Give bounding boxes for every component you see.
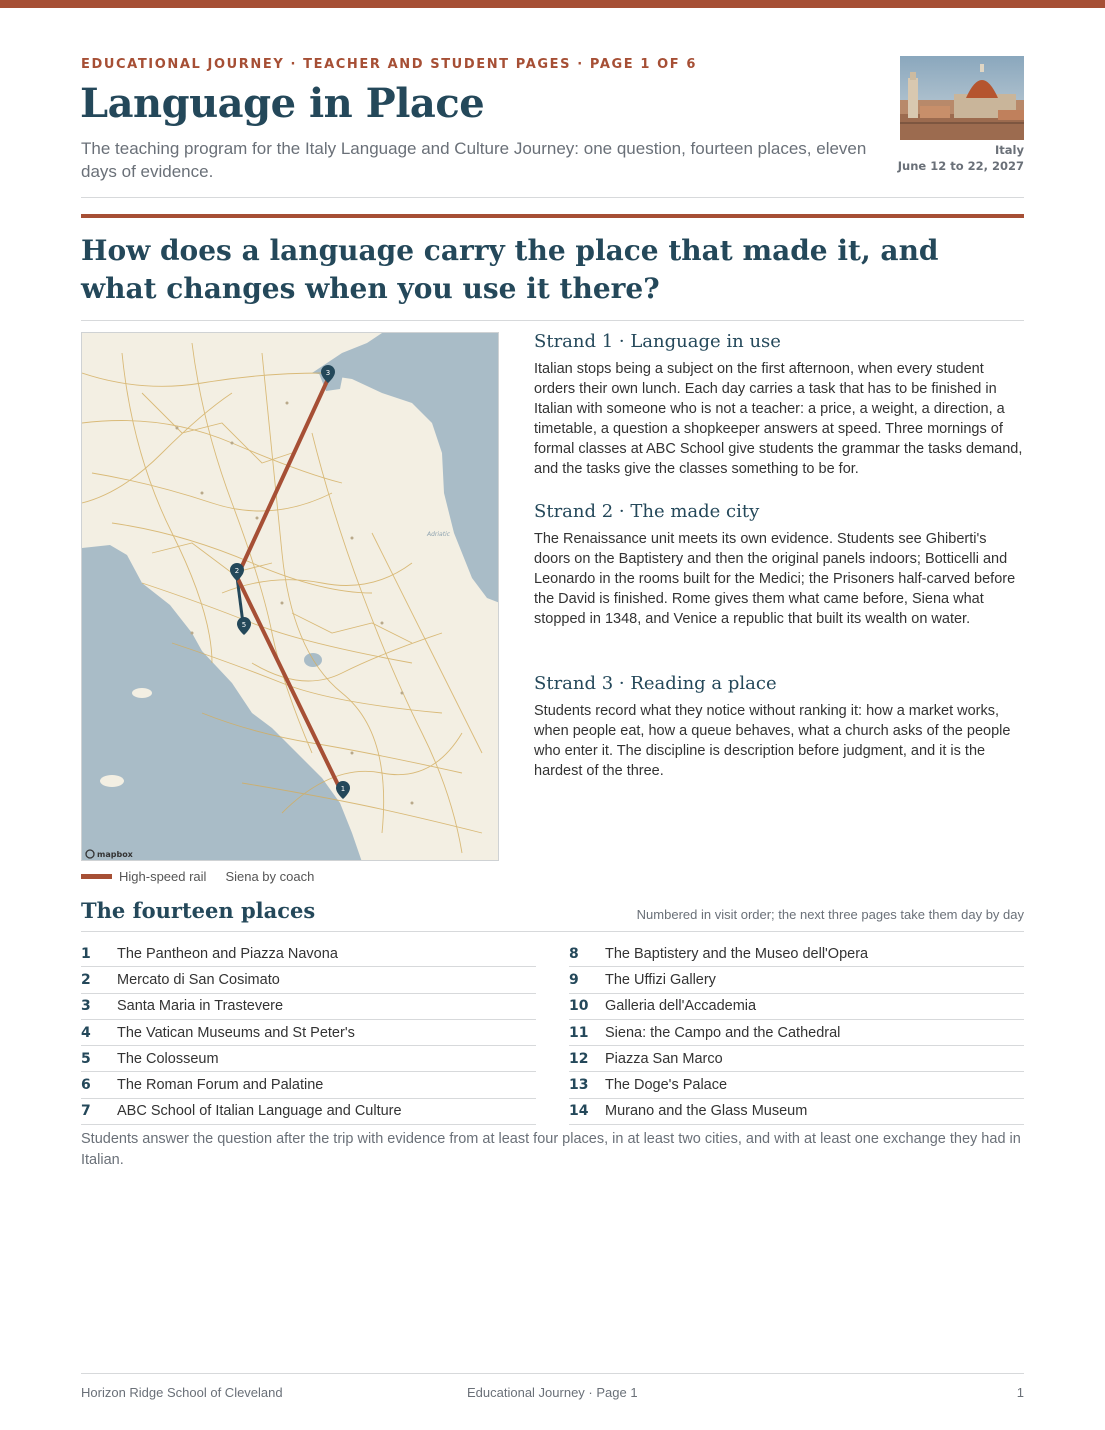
place-number: 10 (569, 998, 589, 1015)
place-number: 9 (569, 971, 579, 988)
place-name: The Uffizi Gallery (605, 971, 716, 988)
place-name: The Pantheon and Piazza Navona (117, 945, 338, 962)
place-number: 13 (569, 1077, 589, 1094)
strand-title: Strand 1 · Language in use (534, 331, 781, 352)
strand-body: The Renaissance unit meets its own evidence. Students see Ghiberti's doors on the Baptistery and then the original panels indoors; Botticelli and Leonardo in the rooms built for the Medici; the Prisoners half-carved before the David is finished. Rome gives them what came before, Siena what stopped in 1348, and Venice a republic that built its wealth on water. (534, 531, 1016, 627)
svg-text:2: 2 (234, 567, 240, 575)
place-name: Piazza San Marco (605, 1050, 723, 1067)
place-number: 6 (81, 1077, 91, 1094)
place-number: 7 (81, 1103, 91, 1120)
places-heading: The fourteen places (81, 898, 316, 923)
page-title: Language in Place (80, 80, 485, 127)
rail-legend-label: High-speed rail (119, 869, 207, 884)
place-number: 11 (569, 1024, 589, 1041)
coach-legend-label: Siena by coach (225, 869, 315, 884)
places-note: Numbered in visit order; the next three pages take them day by day (636, 907, 1024, 922)
route-map[interactable] (81, 332, 499, 861)
list-item (81, 1072, 536, 1098)
place-name: Murano and the Glass Museum (605, 1103, 808, 1120)
strand-body: Students record what they notice without ranking it: how a market works, when people eat, how a queue behaves, what a church asks of the people who enter it. The discipline is description before judgment, and it is the hardest of the three. (534, 703, 1011, 779)
map-legend (81, 869, 314, 884)
strand-title: Strand 3 · Reading a place (534, 673, 777, 694)
list-item (81, 1046, 536, 1072)
list-item (81, 994, 536, 1020)
divider (81, 320, 1024, 321)
list-item (81, 941, 536, 967)
list-item (81, 1099, 536, 1125)
strand-title: Strand 2 · The made city (534, 501, 760, 522)
page-subtitle: The teaching program for the Italy Language and Culture Journey: one question, fourteen places, eleven days of evidence. (81, 139, 867, 181)
trip-dates: June 12 to 22, 2027 (897, 159, 1024, 173)
place-name: Mercato di San Cosimato (117, 971, 280, 988)
strand-2 (534, 501, 1026, 629)
footer-divider (81, 1373, 1024, 1374)
strand-body: Italian stops being a subject on the first afternoon, when every student orders their own lunch. Each day carries a task that has to be finished in Italian with someone who is not a teacher: a price, a weight, a direction, a timetable, a question a shopkeeper answers at speed. Three mornings of formal classes at ABC School give students the grammar the tasks demand, and the tasks give the classes something to be for. (534, 361, 1023, 477)
strand-1 (534, 331, 1026, 479)
place-name: Galleria dell'Accademia (605, 998, 757, 1015)
list-item (569, 1099, 1024, 1125)
list-item (569, 994, 1024, 1020)
svg-text:mapbox: mapbox (97, 850, 133, 859)
place-name: The Baptistery and the Museo dell'Opera (605, 945, 869, 962)
rail-legend-swatch (81, 874, 112, 879)
place-number: 3 (81, 998, 91, 1015)
sea-label: Adriatic (427, 531, 451, 538)
trip-country: Italy (995, 143, 1024, 157)
place-number: 12 (569, 1050, 589, 1067)
accent-divider (81, 214, 1024, 218)
place-number: 4 (81, 1024, 91, 1041)
eyebrow-label: EDUCATIONAL JOURNEY · TEACHER AND STUDENT PAGES · PAGE 1 OF 6 (81, 57, 698, 72)
place-name: Siena: the Campo and the Cathedral (605, 1024, 841, 1041)
svg-text:3: 3 (325, 369, 331, 377)
list-item (81, 967, 536, 993)
place-name: The Doge's Palace (605, 1077, 728, 1094)
place-name: ABC School of Italian Language and Culture (117, 1103, 402, 1120)
place-name: The Colosseum (117, 1050, 219, 1067)
assessment-note: Students answer the question after the trip with evidence from at least four places, in at least two cities, and with at least one exchange they had in Italian. (81, 1131, 1021, 1168)
list-item (81, 1020, 536, 1046)
strand-3 (534, 673, 1026, 781)
places-list-left (81, 941, 536, 1125)
divider (81, 197, 1024, 198)
places-list-right (569, 941, 1024, 1125)
svg-text:1: 1 (340, 785, 346, 793)
place-number: 5 (81, 1050, 91, 1067)
florence-cathedral-photo (900, 56, 1024, 140)
svg-text:5: 5 (241, 621, 247, 629)
place-name: Santa Maria in Trastevere (117, 998, 284, 1015)
footer-school: Horizon Ridge School of Cleveland (81, 1385, 283, 1400)
place-number: 8 (569, 945, 579, 962)
footer-page-number: 1 (1016, 1385, 1024, 1400)
place-number: 14 (569, 1103, 589, 1120)
place-name: The Roman Forum and Palatine (117, 1077, 324, 1094)
place-name: The Vatican Museums and St Peter's (117, 1024, 355, 1041)
trip-caption (898, 142, 1024, 174)
list-item (569, 1046, 1024, 1072)
place-number: 1 (81, 945, 91, 962)
top-accent-bar (0, 0, 1105, 8)
place-number: 2 (81, 971, 91, 988)
list-item (569, 967, 1024, 993)
footer-center: Educational Journey · Page 1 (467, 1385, 638, 1400)
list-item (569, 1072, 1024, 1098)
guiding-question: How does a language carry the place that made it, and what changes when you use it there? (81, 234, 939, 305)
list-item (569, 941, 1024, 967)
divider (81, 931, 1024, 932)
list-item (569, 1020, 1024, 1046)
